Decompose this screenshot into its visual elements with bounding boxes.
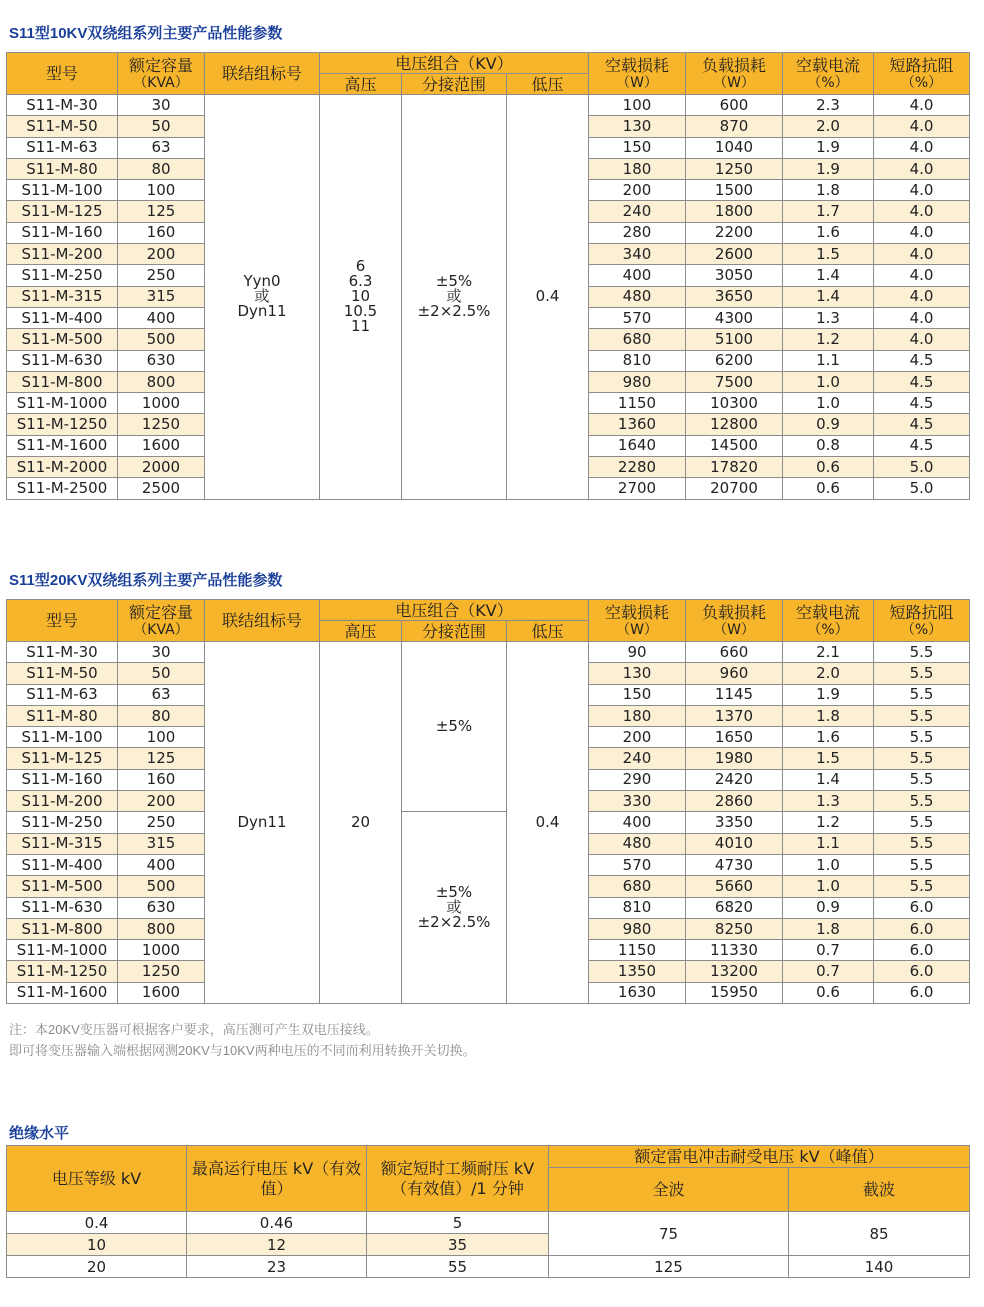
cell-noload-loss: 1360 (589, 414, 686, 435)
cell-impedance: 4.5 (874, 435, 970, 456)
cell-capacity: 200 (118, 244, 205, 265)
cell-model: S11-M-200 (7, 244, 118, 265)
cell-noload-loss: 1350 (589, 961, 686, 982)
cell-noload-current: 1.4 (783, 265, 874, 286)
cell-load-loss: 2200 (686, 222, 783, 243)
table-row (7, 95, 970, 116)
cell-noload-loss: 400 (589, 265, 686, 286)
cell-noload-current: 1.3 (783, 791, 874, 812)
cell-impedance: 6.0 (874, 940, 970, 961)
cell-load-loss: 1250 (686, 158, 783, 179)
cell-model: S11-M-500 (7, 876, 118, 897)
spec-table-20kv-body (7, 642, 970, 1004)
cell-load-loss: 10300 (686, 393, 783, 414)
cell-noload-loss: 1630 (589, 982, 686, 1003)
cell-noload-loss: 980 (589, 918, 686, 939)
hv-line: 10.5 (343, 302, 378, 321)
cell-model: S11-M-50 (7, 663, 118, 684)
cell-noload-loss: 1150 (589, 393, 686, 414)
cell-load-loss: 15950 (686, 982, 783, 1003)
cell-noload-current: 2.3 (783, 95, 874, 116)
header-power-frequency: 额定短时工频耐压 kV（有效值）/1 分钟 (367, 1146, 549, 1212)
header-hv: 高压 (320, 74, 402, 95)
cell-model: S11-M-500 (7, 329, 118, 350)
cell-load-loss: 660 (686, 642, 783, 663)
cell-noload-loss: 150 (589, 137, 686, 158)
header-capacity: 额定容量 （KVA） (118, 600, 205, 642)
note-line-1: 注：本20KV变压器可根据客户要求，高压测可产生双电压接线。 (9, 1022, 379, 1037)
cell-load-loss: 11330 (686, 940, 783, 961)
spec-table-10kv-body (7, 95, 970, 500)
cell-noload-loss: 130 (589, 116, 686, 137)
cell-impedance: 4.0 (874, 201, 970, 222)
cell-capacity: 1600 (118, 435, 205, 456)
cell-power-frequency: 55 (367, 1256, 549, 1278)
cell-impedance: 4.0 (874, 244, 970, 265)
note-line-2: 即可将变压器输入端根据网测20KV与10KV两种电压的不同而利用转换开关切换。 (9, 1043, 476, 1058)
cell-load-loss: 20700 (686, 478, 783, 499)
spec-table-20kv (6, 599, 970, 1004)
cell-noload-loss: 810 (589, 897, 686, 918)
cell-noload-loss: 680 (589, 329, 686, 350)
cell-level: 0.4 (7, 1212, 187, 1234)
cell-full-wave: 75 (549, 1212, 789, 1256)
cell-noload-loss: 340 (589, 244, 686, 265)
cell-load-loss: 14500 (686, 435, 783, 456)
cell-tap: ±5% (402, 642, 507, 812)
cell-impedance: 6.0 (874, 982, 970, 1003)
cell-noload-loss: 200 (589, 180, 686, 201)
cell-impedance: 4.0 (874, 116, 970, 137)
cell-noload-loss: 1640 (589, 435, 686, 456)
hv-line: 6.3 (348, 272, 373, 291)
header-lv: 低压 (507, 74, 589, 95)
cell-noload-loss: 480 (589, 286, 686, 307)
cell-load-loss: 1145 (686, 684, 783, 705)
cell-impedance: 6.0 (874, 897, 970, 918)
cell-noload-current: 0.7 (783, 961, 874, 982)
cell-impedance: 5.5 (874, 642, 970, 663)
cell-impedance: 5.5 (874, 812, 970, 833)
cell-power-frequency: 35 (367, 1234, 549, 1256)
note-text (9, 1019, 476, 1061)
cell-noload-current: 1.7 (783, 201, 874, 222)
cell-capacity: 1250 (118, 414, 205, 435)
cell-noload-loss: 2280 (589, 457, 686, 478)
cell-noload-current: 0.6 (783, 982, 874, 1003)
cell-noload-current: 1.4 (783, 286, 874, 307)
cell-model: S11-M-160 (7, 222, 118, 243)
cell-model: S11-M-1600 (7, 435, 118, 456)
cell-model: S11-M-250 (7, 265, 118, 286)
cell-noload-current: 1.6 (783, 727, 874, 748)
cell-load-loss: 1800 (686, 201, 783, 222)
cell-noload-loss: 90 (589, 642, 686, 663)
cell-model: S11-M-160 (7, 769, 118, 790)
cell-model: S11-M-2500 (7, 478, 118, 499)
cell-impedance: 5.0 (874, 457, 970, 478)
cell-model: S11-M-50 (7, 116, 118, 137)
cell-chopped-wave: 85 (789, 1212, 970, 1256)
cell-impedance: 4.0 (874, 307, 970, 328)
header-voltage-combination: 电压组合（KV） (320, 53, 589, 74)
cell-capacity: 50 (118, 663, 205, 684)
cell-model: S11-M-63 (7, 684, 118, 705)
cell-impedance: 4.0 (874, 137, 970, 158)
cell-noload-current: 1.0 (783, 876, 874, 897)
hv-line: 10 (350, 287, 371, 306)
cell-noload-current: 1.8 (783, 918, 874, 939)
header-max-voltage: 最高运行电压 kV（有效值） (187, 1146, 367, 1212)
cell-impedance: 5.5 (874, 791, 970, 812)
cell-capacity: 125 (118, 201, 205, 222)
cell-noload-current: 0.6 (783, 478, 874, 499)
cell-load-loss: 1980 (686, 748, 783, 769)
cell-capacity: 200 (118, 791, 205, 812)
cell-load-loss: 6820 (686, 897, 783, 918)
cell-load-loss: 5660 (686, 876, 783, 897)
cell-load-loss: 1370 (686, 705, 783, 726)
cell-noload-loss: 180 (589, 158, 686, 179)
cell-impedance: 6.0 (874, 961, 970, 982)
header-noload-loss: 空载损耗 （W） (589, 53, 686, 95)
cell-noload-loss: 240 (589, 748, 686, 769)
cell-impedance: 4.5 (874, 371, 970, 392)
table-row (7, 1212, 970, 1234)
cell-capacity: 800 (118, 918, 205, 939)
cell-load-loss: 7500 (686, 371, 783, 392)
cell-impedance: 4.5 (874, 414, 970, 435)
cell-capacity: 250 (118, 265, 205, 286)
cell-max: 12 (187, 1234, 367, 1256)
cell-noload-loss: 1150 (589, 940, 686, 961)
cell-model: S11-M-80 (7, 158, 118, 179)
cell-power-frequency: 5 (367, 1212, 549, 1234)
cell-impedance: 4.0 (874, 286, 970, 307)
cell-noload-loss: 330 (589, 791, 686, 812)
cell-level: 10 (7, 1234, 187, 1256)
cell-load-loss: 3050 (686, 265, 783, 286)
table1-title: S11型10KV双绕组系列主要产品性能参数 (9, 25, 283, 42)
cell-noload-current: 1.9 (783, 158, 874, 179)
cell-capacity: 630 (118, 350, 205, 371)
cell-noload-current: 1.3 (783, 307, 874, 328)
header-model: 型号 (7, 53, 118, 95)
cell-impedance: 4.5 (874, 393, 970, 414)
cell-impedance: 5.5 (874, 684, 970, 705)
header-noload-current: 空载电流 （%） (783, 600, 874, 642)
cell-model: S11-M-100 (7, 180, 118, 201)
table-row (7, 642, 970, 663)
header-load-loss: 负载损耗 （W） (686, 600, 783, 642)
cell-noload-loss: 290 (589, 769, 686, 790)
cell-noload-loss: 280 (589, 222, 686, 243)
group-line: 或 (254, 287, 270, 306)
cell-impedance: 4.0 (874, 158, 970, 179)
cell-noload-loss: 570 (589, 307, 686, 328)
cell-capacity: 2500 (118, 478, 205, 499)
cell-max: 0.46 (187, 1212, 367, 1234)
cell-noload-current: 1.9 (783, 684, 874, 705)
cell-load-loss: 5100 (686, 329, 783, 350)
cell-noload-current: 1.6 (783, 222, 874, 243)
cell-capacity: 500 (118, 876, 205, 897)
cell-noload-current: 1.9 (783, 137, 874, 158)
insulation-table (6, 1145, 970, 1278)
cell-model: S11-M-1000 (7, 393, 118, 414)
cell-load-loss: 600 (686, 95, 783, 116)
tap-line: 或 (446, 287, 462, 306)
header-lv: 低压 (507, 621, 589, 642)
table-row (7, 812, 970, 833)
cell-model: S11-M-630 (7, 350, 118, 371)
cell-model: S11-M-30 (7, 95, 118, 116)
cell-noload-current: 1.5 (783, 244, 874, 265)
cell-model: S11-M-630 (7, 897, 118, 918)
cell-model: S11-M-1250 (7, 414, 118, 435)
table2-title: S11型20KV双绕组系列主要产品性能参数 (9, 572, 283, 589)
header-capacity: 额定容量 （KVA） (118, 53, 205, 95)
cell-capacity: 30 (118, 642, 205, 663)
cell-level: 20 (7, 1256, 187, 1278)
cell-noload-loss: 100 (589, 95, 686, 116)
cell-noload-current: 0.6 (783, 457, 874, 478)
cell-impedance: 4.0 (874, 180, 970, 201)
cell-model: S11-M-800 (7, 371, 118, 392)
header-impedance: 短路抗阻 （%） (874, 53, 970, 95)
cell-model: S11-M-400 (7, 307, 118, 328)
cell-noload-current: 1.0 (783, 854, 874, 875)
cell-model: S11-M-400 (7, 854, 118, 875)
cell-model: S11-M-1600 (7, 982, 118, 1003)
cell-impedance: 5.0 (874, 478, 970, 499)
cell-noload-current: 1.5 (783, 748, 874, 769)
cell-impedance: 6.0 (874, 918, 970, 939)
cell-full-wave: 125 (549, 1256, 789, 1278)
cell-noload-current: 2.0 (783, 116, 874, 137)
cell-impedance: 4.5 (874, 350, 970, 371)
header-voltage-combination: 电压组合（KV） (320, 600, 589, 621)
header-tap: 分接范围 (402, 621, 507, 642)
cell-load-loss: 1500 (686, 180, 783, 201)
cell-noload-current: 1.4 (783, 769, 874, 790)
cell-capacity: 2000 (118, 457, 205, 478)
cell-noload-loss: 980 (589, 371, 686, 392)
cell-capacity: 63 (118, 684, 205, 705)
cell-noload-loss: 2700 (589, 478, 686, 499)
cell-load-loss: 3650 (686, 286, 783, 307)
cell-connection-group: Dyn11 (205, 642, 320, 1004)
cell-impedance: 4.0 (874, 329, 970, 350)
cell-hv: 20 (320, 642, 402, 1004)
cell-load-loss: 17820 (686, 457, 783, 478)
cell-tap (402, 812, 507, 1004)
header-tap: 分接范围 (402, 74, 507, 95)
cell-noload-loss: 480 (589, 833, 686, 854)
cell-noload-current: 1.0 (783, 371, 874, 392)
cell-model: S11-M-80 (7, 705, 118, 726)
cell-noload-current: 1.8 (783, 705, 874, 726)
cell-load-loss: 4010 (686, 833, 783, 854)
cell-capacity: 1000 (118, 940, 205, 961)
cell-load-loss: 8250 (686, 918, 783, 939)
cell-impedance: 5.5 (874, 769, 970, 790)
cell-tap (402, 95, 507, 500)
cell-model: S11-M-1250 (7, 961, 118, 982)
cell-noload-current: 1.8 (783, 180, 874, 201)
cell-impedance: 5.5 (874, 727, 970, 748)
cell-noload-current: 1.1 (783, 350, 874, 371)
cell-impedance: 4.0 (874, 95, 970, 116)
cell-noload-loss: 200 (589, 727, 686, 748)
cell-impedance: 4.0 (874, 222, 970, 243)
cell-capacity: 800 (118, 371, 205, 392)
cell-noload-current: 1.2 (783, 812, 874, 833)
cell-load-loss: 2860 (686, 791, 783, 812)
cell-noload-current: 1.0 (783, 393, 874, 414)
cell-noload-loss: 570 (589, 854, 686, 875)
header-chopped-wave: 截波 (789, 1168, 970, 1212)
tap-line: ±5% (435, 883, 473, 902)
cell-capacity: 30 (118, 95, 205, 116)
cell-load-loss: 13200 (686, 961, 783, 982)
cell-impedance: 5.5 (874, 854, 970, 875)
cell-connection-group (205, 95, 320, 500)
cell-impedance: 4.0 (874, 265, 970, 286)
cell-model: S11-M-30 (7, 642, 118, 663)
cell-max: 23 (187, 1256, 367, 1278)
cell-model: S11-M-1000 (7, 940, 118, 961)
cell-model: S11-M-2000 (7, 457, 118, 478)
cell-capacity: 500 (118, 329, 205, 350)
cell-impedance: 5.5 (874, 833, 970, 854)
cell-lv: 0.4 (507, 642, 589, 1004)
cell-model: S11-M-315 (7, 833, 118, 854)
cell-noload-current: 0.7 (783, 940, 874, 961)
header-noload-current: 空载电流 （%） (783, 53, 874, 95)
cell-noload-loss: 150 (589, 684, 686, 705)
cell-capacity: 50 (118, 116, 205, 137)
cell-load-loss: 12800 (686, 414, 783, 435)
cell-load-loss: 2420 (686, 769, 783, 790)
tap-line: 或 (446, 898, 462, 917)
cell-noload-current: 1.2 (783, 329, 874, 350)
cell-model: S11-M-63 (7, 137, 118, 158)
cell-capacity: 100 (118, 727, 205, 748)
cell-load-loss: 870 (686, 116, 783, 137)
insulation-title: 绝缘水平 (9, 1125, 70, 1142)
cell-capacity: 63 (118, 137, 205, 158)
header-model: 型号 (7, 600, 118, 642)
cell-impedance: 5.5 (874, 663, 970, 684)
cell-capacity: 630 (118, 897, 205, 918)
hv-line: 6 (355, 257, 366, 276)
cell-noload-current: 2.1 (783, 642, 874, 663)
cell-noload-current: 1.1 (783, 833, 874, 854)
cell-load-loss: 960 (686, 663, 783, 684)
cell-capacity: 1600 (118, 982, 205, 1003)
cell-noload-current: 0.9 (783, 414, 874, 435)
cell-load-loss: 4730 (686, 854, 783, 875)
tap-line: ±2×2.5% (417, 913, 491, 932)
header-connection-group: 联结组标号 (205, 53, 320, 95)
cell-capacity: 125 (118, 748, 205, 769)
tap-line: ±2×2.5% (417, 302, 491, 321)
cell-capacity: 160 (118, 222, 205, 243)
cell-capacity: 250 (118, 812, 205, 833)
cell-noload-loss: 130 (589, 663, 686, 684)
cell-capacity: 80 (118, 705, 205, 726)
cell-impedance: 5.5 (874, 705, 970, 726)
cell-capacity: 1000 (118, 393, 205, 414)
cell-noload-loss: 180 (589, 705, 686, 726)
header-full-wave: 全波 (549, 1168, 789, 1212)
hv-line: 11 (350, 317, 371, 336)
cell-capacity: 400 (118, 854, 205, 875)
cell-capacity: 400 (118, 307, 205, 328)
table-row (7, 1256, 970, 1278)
cell-capacity: 80 (118, 158, 205, 179)
cell-capacity: 315 (118, 833, 205, 854)
cell-model: S11-M-315 (7, 286, 118, 307)
cell-capacity: 160 (118, 769, 205, 790)
cell-load-loss: 3350 (686, 812, 783, 833)
group-line: Yyn0 (243, 272, 281, 291)
header-connection-group: 联结组标号 (205, 600, 320, 642)
cell-noload-current: 2.0 (783, 663, 874, 684)
cell-noload-loss: 810 (589, 350, 686, 371)
cell-impedance: 5.5 (874, 748, 970, 769)
spec-table-10kv (6, 52, 970, 500)
header-hv: 高压 (320, 621, 402, 642)
cell-capacity: 1250 (118, 961, 205, 982)
cell-capacity: 100 (118, 180, 205, 201)
cell-noload-loss: 680 (589, 876, 686, 897)
cell-model: S11-M-125 (7, 201, 118, 222)
header-noload-loss: 空载损耗 （W） (589, 600, 686, 642)
cell-model: S11-M-800 (7, 918, 118, 939)
cell-load-loss: 4300 (686, 307, 783, 328)
cell-load-loss: 6200 (686, 350, 783, 371)
cell-impedance: 5.5 (874, 876, 970, 897)
cell-capacity: 315 (118, 286, 205, 307)
cell-model: S11-M-200 (7, 791, 118, 812)
cell-noload-current: 0.8 (783, 435, 874, 456)
cell-model: S11-M-250 (7, 812, 118, 833)
group-line: Dyn11 (237, 302, 287, 321)
cell-noload-loss: 400 (589, 812, 686, 833)
header-load-loss: 负载损耗 （W） (686, 53, 783, 95)
cell-load-loss: 1650 (686, 727, 783, 748)
tap-line: ±5% (435, 272, 473, 291)
cell-noload-loss: 240 (589, 201, 686, 222)
header-voltage-level: 电压等级 kV (7, 1146, 187, 1212)
cell-model: S11-M-100 (7, 727, 118, 748)
cell-chopped-wave: 140 (789, 1256, 970, 1278)
cell-model: S11-M-125 (7, 748, 118, 769)
cell-hv (320, 95, 402, 500)
cell-noload-current: 0.9 (783, 897, 874, 918)
cell-load-loss: 2600 (686, 244, 783, 265)
cell-lv: 0.4 (507, 95, 589, 500)
cell-load-loss: 1040 (686, 137, 783, 158)
header-impedance: 短路抗阻 （%） (874, 600, 970, 642)
header-lightning-impulse: 额定雷电冲击耐受电压 kV（峰值） (549, 1146, 970, 1168)
